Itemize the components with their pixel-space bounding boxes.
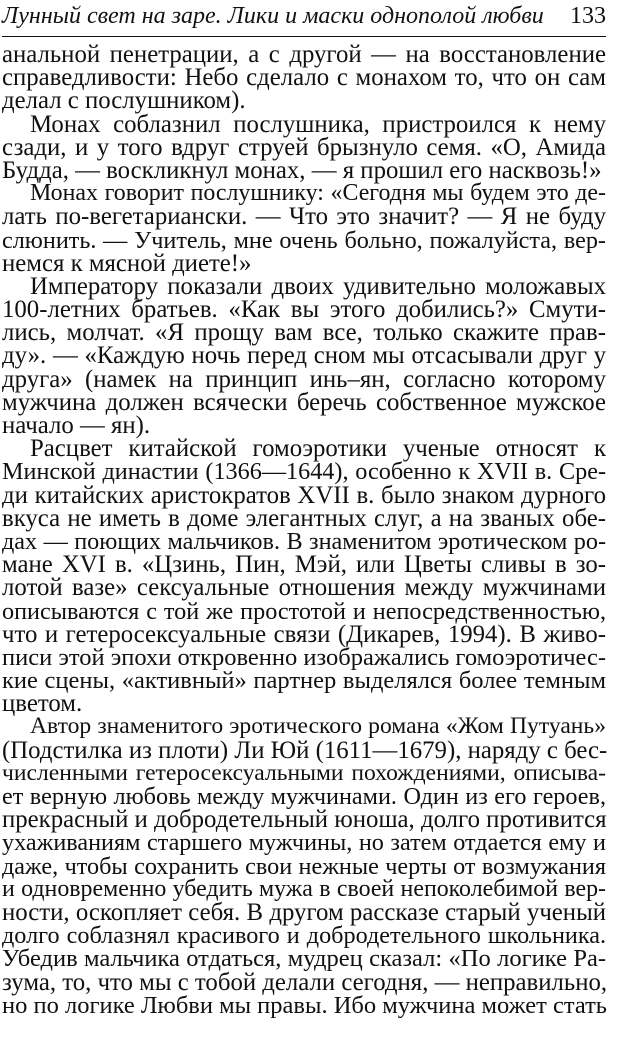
text-line: справедливости: Небо сделало с монахом то, что он сам [2,64,606,92]
text-line: ухаживаниям старшего мужчины, но затем отдается ему и [2,829,606,857]
text-line: Минской династии (1366—1644), особенно к XVII в. Сре- [2,458,606,486]
text-line: ди китайских аристократов XVII в. было знаком дурного [2,481,606,509]
text-line: слюнить. — Учитель, мне очень больно, пожалуйста, вер- [2,226,606,254]
text-line: дах — поющих мальчиков. В знаменитом эротическом ро- [2,527,606,555]
text-line: вкуса не иметь в доме элегантных слуг, а на званых обе- [2,504,606,532]
text-line: лать по-вегетариански. — Что это значит? — Я не буду [2,203,606,231]
text-line: ду». — «Каждую ночь перед сном мы отсасывали друг у [2,342,606,370]
text-line: делал с послушником). [2,87,246,115]
text-line: прекрасный и добродетельный юноша, долго противится [2,806,607,834]
text-line: мане XVI в. «Цзинь, Пин, Мэй, или Цветы сливы в зо- [2,551,606,579]
text-line: мужчина должен всячески беречь собственное мужское [2,388,606,416]
text-line: зума, то, что мы с тобой делали сегодня, — неправильно, [2,968,608,996]
text-line: друга» (намек на принцип инь–ян, согласно которому [2,365,606,393]
text-line: описываются с той же простотой и непосредственностью, [2,597,606,625]
text-line: начало — ян). [2,412,151,439]
text-line: Будда, — воскликнул монах, — я прошил его насквозь!» [2,156,602,184]
text-line: Расцвет китайской гомоэротики ученые относят к [30,435,606,463]
text-line: анальной пенетрации, а с другой — на восстановление [2,41,606,68]
text-line: кие сцены, «активный» партнер выделялся более темным [2,667,606,695]
running-title: Лунный свет на заре. Лики и маски однополой любви [2,3,544,29]
running-header [2,0,606,37]
text-line: лотой вазе» сексуальные отношения между мужчинами [2,574,606,602]
text-line: что и гетеросексуальные связи (Дикарев, 1994). В живо- [2,620,606,648]
text-line: немся к мясной диете!» [2,249,252,277]
text-line: ет верную любовь между мужчинами. Один из его героев, [2,783,606,810]
text-line: Монах говорит послушнику: «Сегодня мы будем это де- [30,180,606,207]
text-line: Убедив мальчика отдаться, мудрец сказал: «По логике Ра- [2,945,606,973]
text-line: долго соблазнял красивого и добродетельного школьника. [2,922,606,950]
text-line: ности, оскопляет себя. В другом рассказе старый ученый [2,898,606,926]
text-line: цветом. [2,690,83,718]
text-line: писи этой эпохи откровенно изображались гомоэротичес- [2,643,607,671]
body-text [2,43,606,1017]
text-line: Автор знаменитого эротического романа «Жом Путуань» [30,713,606,740]
text-line: и одновременно убедить мужа в своей непоколебимой вер- [2,875,606,902]
text-line: 100-летних братьев. «Как вы этого добились?» Смути- [2,296,606,324]
text-line: Императору показали двоих удивительно моложавых [30,272,606,300]
text-line: даже, чтобы сохранить свои нежные черты от возмужания [2,852,606,880]
text-line: сзади, и у того вдруг струей брызнуло семя. «О, Амида [2,133,606,161]
text-line: лись, молчат. «Я прощу вам все, только скажите прав- [2,319,606,347]
text-line: численными гетеросексуальными похождениями, описыва- [2,759,606,786]
text-line: Монах соблазнил послушника, пристроился к нему [30,110,606,138]
text-line: (Подстилка из плоти) Ли Юй (1611—1679), наряду с бес- [2,736,608,764]
page-number: 133 [570,3,606,29]
text-line: но по логике Любви мы правы. Ибо мужчина может стать [2,991,607,1019]
